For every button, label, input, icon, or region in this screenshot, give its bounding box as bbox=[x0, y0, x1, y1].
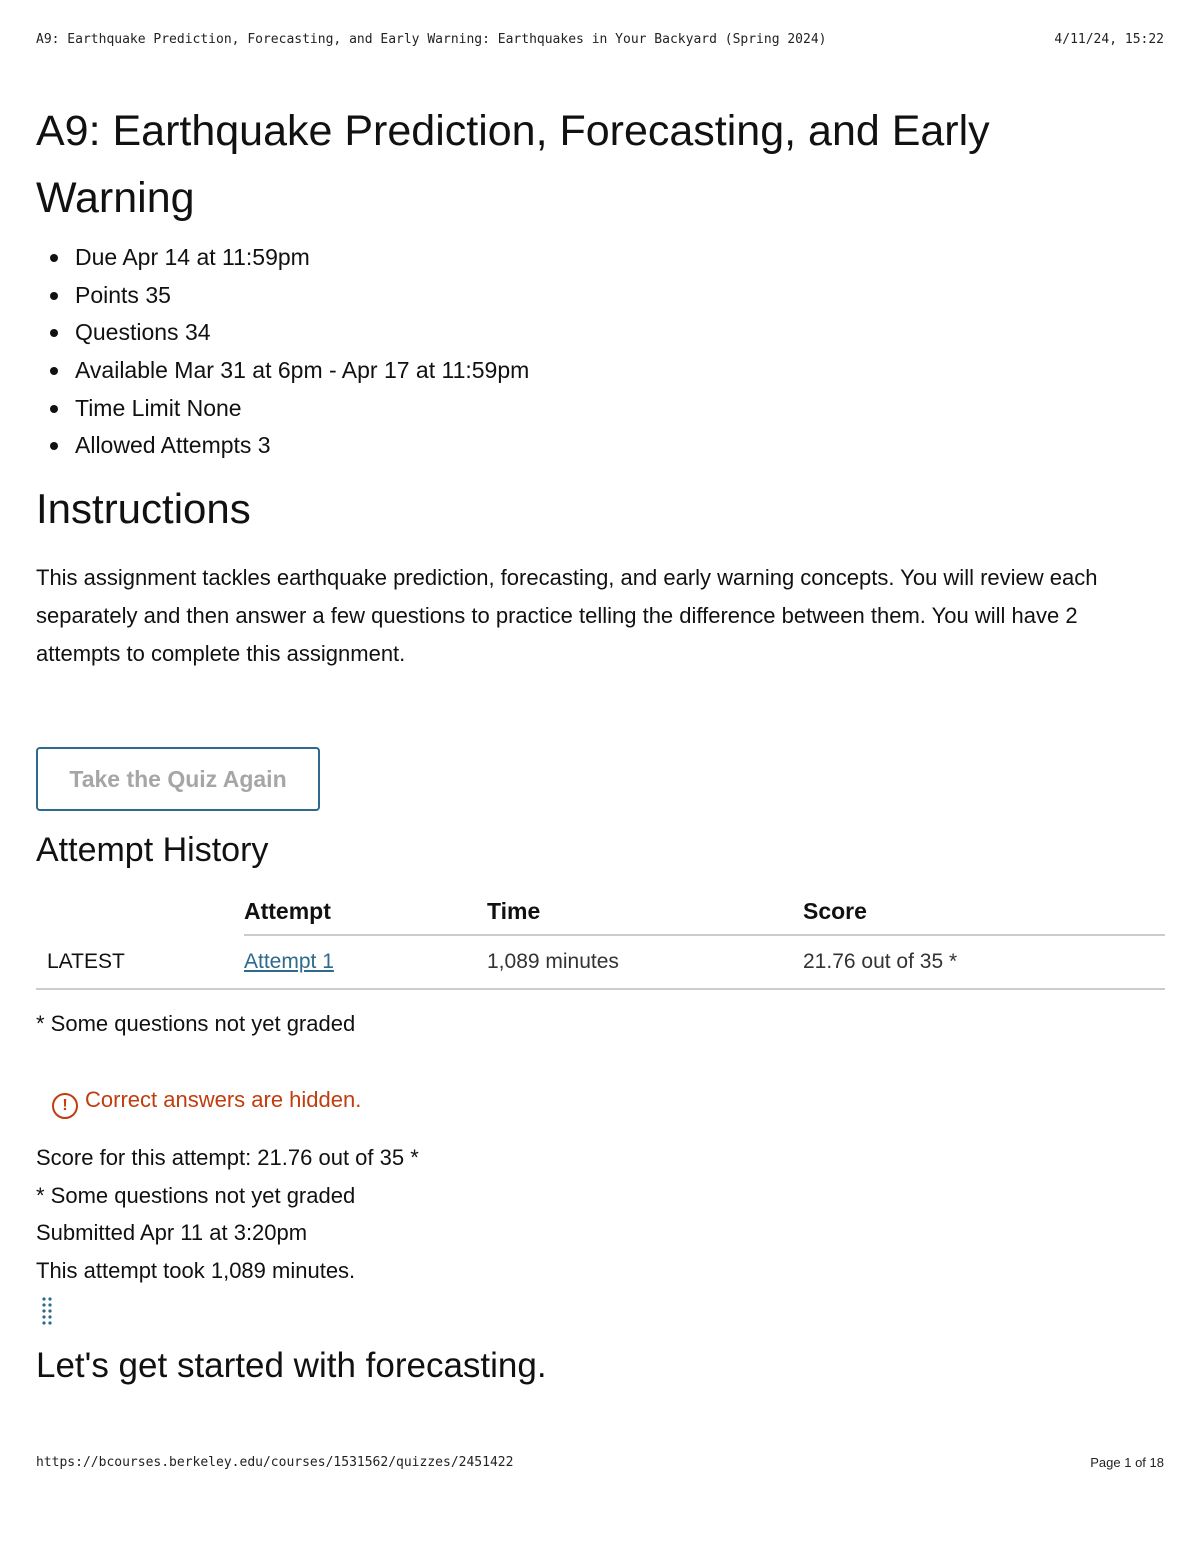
attempt-duration: This attempt took 1,089 minutes. bbox=[36, 1258, 356, 1284]
table-header-row bbox=[36, 888, 1165, 935]
notice-text: Correct answers are hidden. bbox=[85, 1087, 362, 1112]
column-header-score: Score bbox=[803, 888, 1165, 935]
attempt-1-link[interactable]: Attempt 1 bbox=[244, 950, 334, 973]
detail-due: Due Apr 14 at 11:59pm bbox=[36, 238, 529, 276]
column-header-time: Time bbox=[487, 888, 803, 935]
attempt-score: Score for this attempt: 21.76 out of 35 * bbox=[36, 1145, 419, 1170]
page-title: A9: Earthquake Prediction, Forecasting, and Early Warning bbox=[36, 107, 990, 222]
print-footer bbox=[36, 1455, 1164, 1475]
attempt-history-heading: Attempt History bbox=[36, 831, 269, 869]
detail-available: Available Mar 31 at 6pm - Apr 17 at 11:59pm bbox=[36, 351, 529, 389]
attempt-cell bbox=[244, 935, 487, 989]
attempt-not-graded: * Some questions not yet graded bbox=[36, 1182, 356, 1208]
table-row bbox=[36, 935, 1165, 989]
detail-time-limit: Time Limit None bbox=[36, 389, 529, 427]
score-cell: 21.76 out of 35 * bbox=[803, 935, 1165, 989]
print-footer-page: Page 1 of 18 bbox=[1090, 1455, 1164, 1470]
forecasting-section-heading: Let's get started with forecasting. bbox=[36, 1346, 547, 1385]
quiz-details-list bbox=[36, 238, 529, 464]
not-graded-footnote: * Some questions not yet graded bbox=[36, 1011, 356, 1036]
attempt-summary bbox=[36, 1139, 419, 1290]
column-header-attempt: Attempt bbox=[244, 888, 487, 935]
print-header-title: A9: Earthquake Prediction, Forecasting, and Early Warning: Earthquakes in Your Backyard (Spring 2024) bbox=[36, 32, 827, 47]
detail-points: Points 35 bbox=[36, 276, 529, 314]
detail-questions: Questions 34 bbox=[36, 313, 529, 351]
detail-allowed-attempts: Allowed Attempts 3 bbox=[36, 426, 529, 464]
warning-circle-icon: ! bbox=[52, 1093, 78, 1119]
column-header-blank bbox=[36, 888, 244, 935]
instructions-text: This assignment tackles earthquake prediction, forecasting, and early warning concepts. You will review each separately and then answer a few questions to practice telling the difference between them. You will have 2 attempts to complete this assignment. bbox=[36, 565, 1098, 666]
instructions-heading: Instructions bbox=[36, 485, 251, 532]
time-cell: 1,089 minutes bbox=[487, 935, 803, 989]
latest-tag: LATEST bbox=[36, 935, 244, 989]
drag-handle-icon[interactable] bbox=[41, 1296, 53, 1326]
attempt-submitted: Submitted Apr 11 at 3:20pm bbox=[36, 1220, 308, 1246]
print-header bbox=[36, 32, 1164, 54]
print-footer-url: https://bcourses.berkeley.edu/courses/1531562/quizzes/2451422 bbox=[36, 1455, 514, 1470]
correct-answers-hidden-notice bbox=[52, 1084, 361, 1119]
attempt-history-table bbox=[36, 888, 1165, 990]
take-quiz-again-button[interactable]: Take the Quiz Again bbox=[36, 747, 320, 811]
print-header-timestamp: 4/11/24, 15:22 bbox=[1054, 32, 1164, 47]
